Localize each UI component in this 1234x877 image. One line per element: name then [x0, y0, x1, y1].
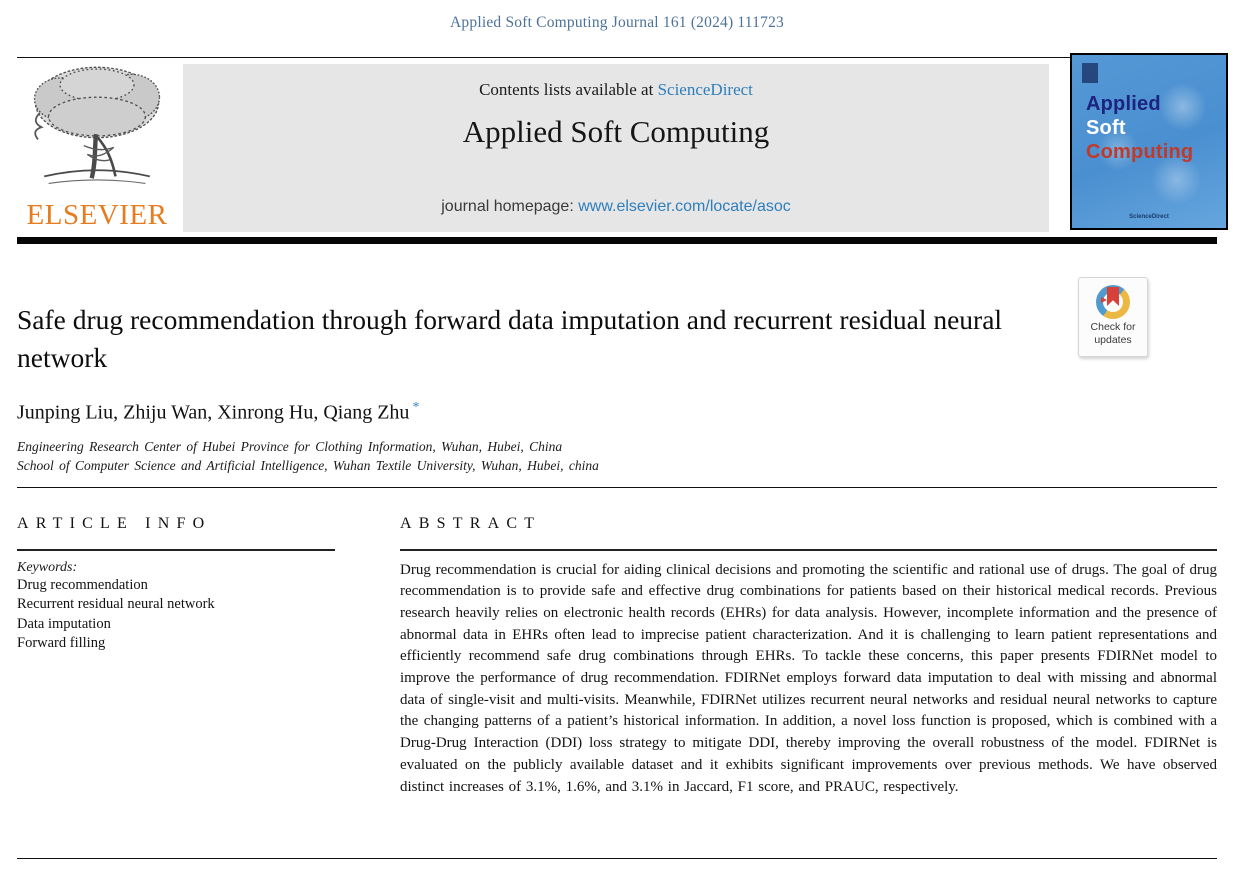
crossmark-icon — [1096, 285, 1130, 319]
affiliation-line: School of Computer Science and Artificial Intelligence, Wuhan Textile University, Wuhan, Hubei, china — [17, 458, 599, 473]
header-body-divider — [17, 487, 1217, 488]
bookmark-arrow-icon — [1101, 297, 1107, 303]
cover-title-line2: Soft — [1086, 117, 1126, 139]
abstract-heading: ABSTRACT — [400, 515, 542, 532]
masthead-bottom-bar — [17, 237, 1217, 244]
journal-cover-thumbnail — [1070, 53, 1228, 230]
elsevier-tree-icon — [22, 181, 172, 198]
journal-reference: Applied Soft Computing Journal 161 (2024) 111723 — [450, 14, 784, 31]
authors-line — [17, 400, 419, 425]
elsevier-logo — [14, 62, 180, 232]
cover-publisher-mark-icon — [1082, 63, 1098, 83]
author-names: Junping Liu, Zhiju Wan, Xinrong Hu, Qiang Zhu — [17, 401, 410, 424]
cover-title-line3: Computing — [1086, 141, 1194, 163]
keyword-item: Drug recommendation — [17, 576, 148, 593]
journal-title: Applied Soft Computing — [462, 114, 770, 149]
masthead-banner — [183, 64, 1049, 232]
article-info-section — [17, 515, 335, 654]
article-info-rule — [17, 549, 335, 551]
elsevier-wordmark: ELSEVIER — [26, 199, 168, 231]
bookmark-icon — [1107, 287, 1119, 306]
article-title: Safe drug recommendation through forward data imputation and recurrent residual neural network — [17, 304, 1003, 373]
bottom-divider — [17, 858, 1217, 859]
contents-line — [183, 80, 1049, 100]
contents-prefix: Contents lists available at — [479, 80, 658, 99]
homepage-line — [183, 198, 1049, 216]
sciencedirect-link[interactable]: ScienceDirect — [657, 80, 753, 99]
keyword-item: Data imputation — [17, 615, 111, 632]
keyword-item: Recurrent residual neural network — [17, 596, 215, 612]
keywords-label: Keywords: — [17, 559, 78, 575]
abstract-section — [400, 515, 1217, 798]
corresponding-author-asterisk[interactable]: * — [412, 400, 420, 415]
affiliations — [17, 437, 599, 475]
abstract-rule — [400, 549, 1217, 551]
cover-title-line1: Applied — [1086, 93, 1161, 115]
cover-footer-text: ScienceDirect — [1129, 214, 1169, 220]
homepage-link[interactable]: www.elsevier.com/locate/asoc — [578, 198, 791, 215]
check-for-updates-badge[interactable] — [1078, 277, 1148, 357]
badge-label: Check for updates — [1090, 321, 1136, 346]
abstract-text: Drug recommendation is crucial for aiding clinical decisions and promoting the scientific and rational use of drugs. The goal of drug recommendation is to provide safe and effective drug combinations for patients based on their historical medical records. Previous research heavily relies on electronic health records (EHRs) for data analysis. However, incomplete information and the presence of abnormal data in EHRs often lead to imprecise patient characterization. And it is challenging to learn patient representations and efficiently recommend safe drug combinations through EHRs. To tackle these concerns, this paper presents FDIRNet model to improve the performance of drug recommendation. FDIRNet employs forward data imputation to deal with missing and abnormal data of single-visit and multi-visits. Meanwhile, FDIRNet utilizes recurrent neural networks and residual neural networks to capture the changing patterns of a patient’s historical information. In addition, a novel loss function is proposed, which is combined with a Drug-Drug Interaction (DDI) loss strategy to mitigate DDI, thereby improving the overall robustness of the model. FDIRNet is evaluated on the publicly available dataset and it exhibits significant improvements over previous methods. We have observed distinct increases of 3.1%, 1.6%, and 3.1% in Jaccard, F1 score, and PRAUC, respectively. — [400, 561, 1217, 795]
affiliation-line: Engineering Research Center of Hubei Province for Clothing Information, Wuhan, Hubei, China — [17, 439, 563, 454]
article-info-heading: ARTICLE INFO — [17, 515, 212, 532]
top-divider — [17, 57, 1217, 58]
keyword-item: Forward filling — [17, 635, 106, 651]
homepage-prefix: journal homepage: — [441, 198, 579, 215]
